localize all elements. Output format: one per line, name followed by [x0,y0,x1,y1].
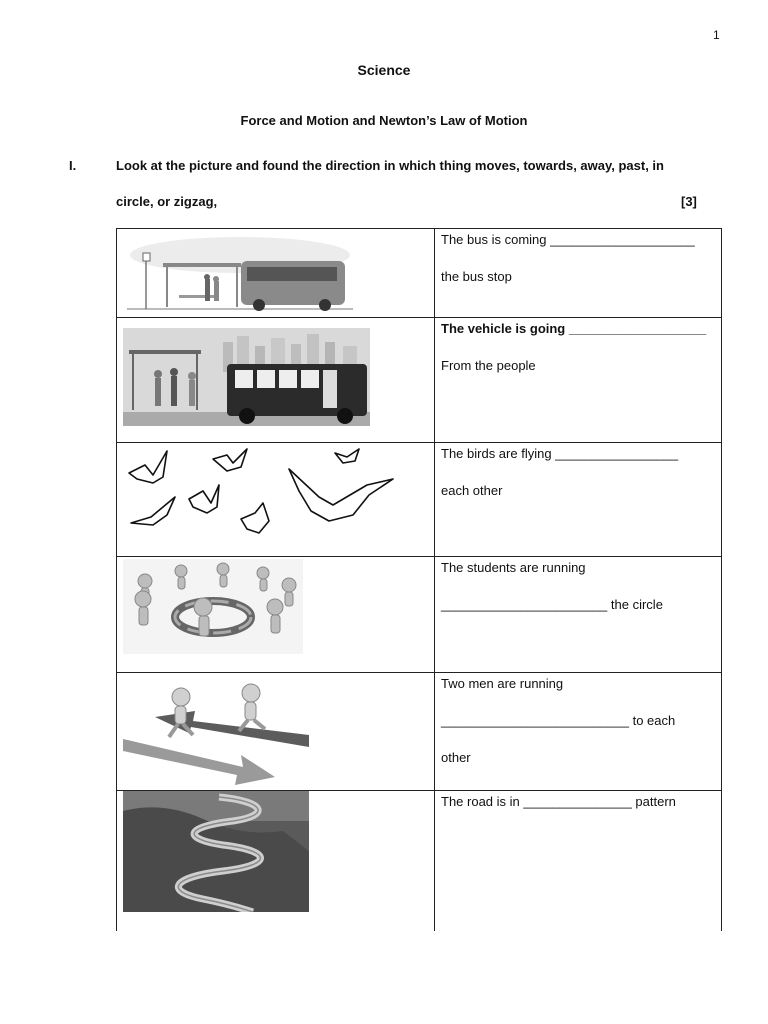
sentence-line-1: The bus is coming ____________________ [441,232,695,247]
table-row [117,318,722,443]
sentence-line-1: The birds are flying _________________ [441,446,679,461]
bus-leaving-people-image [123,328,370,426]
sentence-line-2: From the people [441,358,536,373]
table-row [117,229,722,318]
picture-cell [117,557,435,673]
page-subtitle: Force and Motion and Newton’s Law of Motion [240,113,528,128]
picture-cell [117,791,435,931]
question-number: I. [69,158,77,173]
students-running-circle-image [123,559,303,654]
sentence-line-2: __________________________ to each [441,713,676,728]
picture-cell [117,443,435,557]
table-row [117,443,722,557]
picture-cell [117,318,435,443]
worksheet-table [116,228,722,931]
sentence-cell [435,557,722,673]
sentence-line-1: The vehicle is going ___________________ [441,321,707,336]
sentence-cell [435,791,722,931]
sentence-line-1: The road is in _______________ pattern [441,794,676,809]
sentence-line-3: other [441,750,471,765]
page-number: 1 [713,28,720,42]
question-marks: [3] [681,194,697,209]
sentence-line-2: _______________________ the circle [441,597,663,612]
page-title: Science [357,62,411,78]
sentence-line-1: The students are running [441,560,586,575]
flying-birds-image [123,445,403,541]
table-row [117,791,722,931]
question-text-line-2: circle, or zigzag, [116,194,218,209]
table-row [117,557,722,673]
table-row [117,673,722,791]
two-men-running-arrows-image [123,681,309,785]
sentence-cell [435,229,722,318]
sentence-line-2: the bus stop [441,269,512,284]
bus-stop-bus-approaching-image [125,235,355,313]
sentence-cell [435,673,722,791]
sentence-cell [435,318,722,443]
sentence-cell [435,443,722,557]
zigzag-road-image [123,791,309,912]
sentence-line-2: each other [441,483,503,498]
picture-cell [117,673,435,791]
sentence-line-1: Two men are running [441,676,564,691]
question-text-line-1: Look at the picture and found the direction in which thing moves, towards, away, past, in [116,158,664,173]
picture-cell [117,229,435,318]
